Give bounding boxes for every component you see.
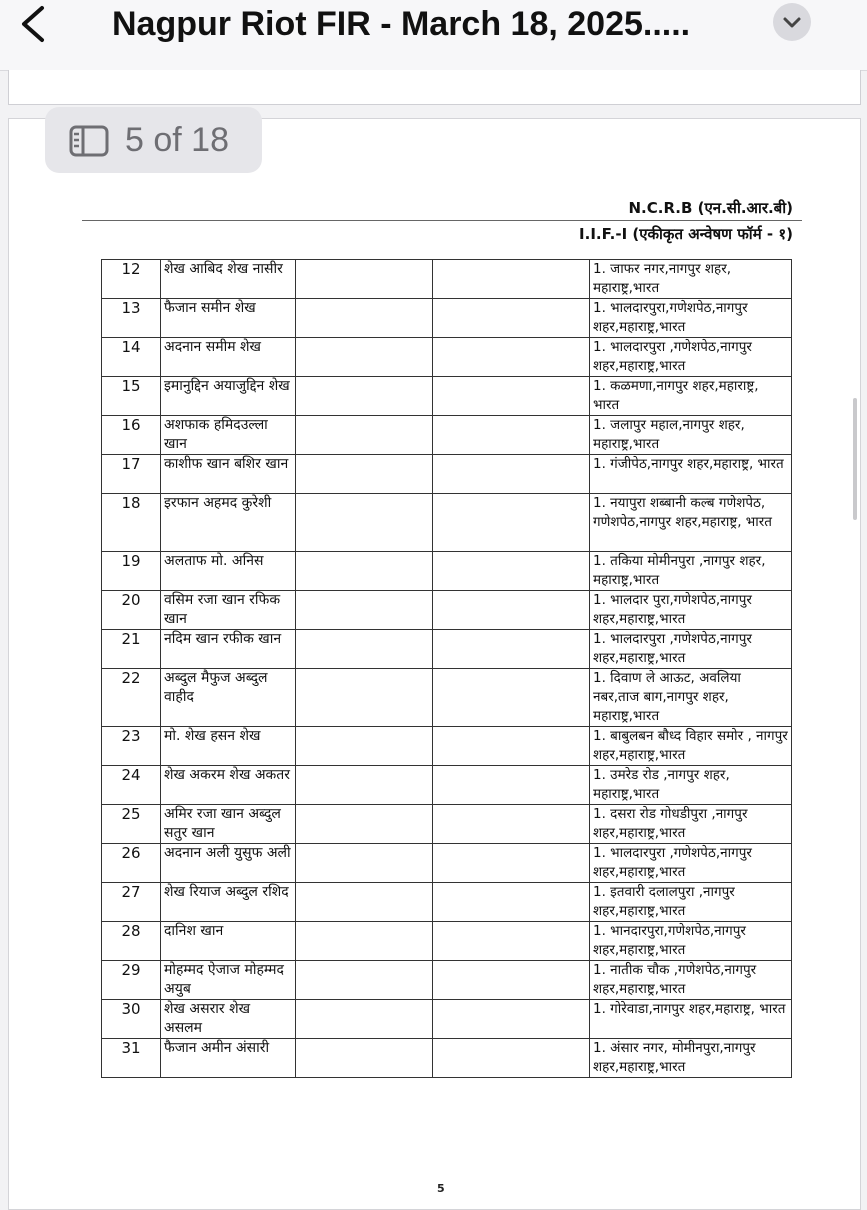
empty-cell xyxy=(296,805,433,844)
accused-address: 1. गोरेवाडा,नागपुर शहर,महाराष्ट्र, भारत xyxy=(590,1000,792,1039)
chevron-left-icon xyxy=(14,4,54,44)
table-row xyxy=(102,591,792,630)
document-title: Nagpur Riot FIR - March 18, 2025..... xyxy=(112,5,691,43)
table-row xyxy=(102,805,792,844)
empty-cell xyxy=(296,591,433,630)
empty-cell xyxy=(296,299,433,338)
iif-header: I.I.F.-I (एकीकृत अन्वेषण फॉर्म - १) xyxy=(579,225,793,243)
empty-cell xyxy=(433,591,590,630)
accused-address: 1. तकिया मोमीनपुरा ,नागपुर शहर, महाराष्ट्र,भारत xyxy=(590,552,792,591)
accused-address: 1. गंजीपेठ,नागपुर शहर,महाराष्ट्र, भारत xyxy=(590,455,792,494)
row-number: 29 xyxy=(102,961,161,1000)
empty-cell xyxy=(296,669,433,727)
table-row xyxy=(102,552,792,591)
accused-table xyxy=(101,259,792,1078)
accused-address: 1. भालदारपुरा,गणेशपेठ,नागपुर शहर,महाराष्ट्र,भारत xyxy=(590,299,792,338)
accused-address: 1. दसरा रोड गोधडीपुरा ,नागपुर शहर,महाराष्ट्र,भारत xyxy=(590,805,792,844)
accused-address: 1. कळमणा,नागपुर शहर,महाराष्ट्र, भारत xyxy=(590,377,792,416)
accused-address: 1. नातीक चौक ,गणेशपेठ,नागपुर शहर,महाराष्ट्र,भारत xyxy=(590,961,792,1000)
empty-cell xyxy=(296,630,433,669)
empty-cell xyxy=(433,377,590,416)
empty-cell xyxy=(433,805,590,844)
table-row xyxy=(102,338,792,377)
page-number: 5 xyxy=(437,1182,445,1195)
accused-name: शेख रियाज अब्दुल रशिद xyxy=(161,883,296,922)
page-indicator-label: 5 of 18 xyxy=(125,121,229,159)
empty-cell xyxy=(296,260,433,299)
empty-cell xyxy=(433,455,590,494)
table-row xyxy=(102,416,792,455)
empty-cell xyxy=(296,1000,433,1039)
accused-name: इरफान अहमद कुरेशी xyxy=(161,494,296,552)
empty-cell xyxy=(433,299,590,338)
empty-cell xyxy=(433,727,590,766)
row-number: 19 xyxy=(102,552,161,591)
table-row xyxy=(102,883,792,922)
empty-cell xyxy=(433,844,590,883)
table-row xyxy=(102,669,792,727)
empty-cell xyxy=(433,552,590,591)
table-row xyxy=(102,1039,792,1078)
empty-cell xyxy=(296,922,433,961)
row-number: 28 xyxy=(102,922,161,961)
accused-address: 1. भालदारपुरा ,गणेशपेठ,नागपुर शहर,महाराष्ट्र,भारत xyxy=(590,338,792,377)
sidebar-icon xyxy=(69,125,109,157)
accused-address: 1. भालदार पुरा,गणेशपेठ,नागपुर शहर,महाराष्ट्र,भारत xyxy=(590,591,792,630)
empty-cell xyxy=(433,1000,590,1039)
row-number: 31 xyxy=(102,1039,161,1078)
empty-cell xyxy=(296,766,433,805)
row-number: 25 xyxy=(102,805,161,844)
accused-address: 1. भालदारपुरा ,गणेशपेठ,नागपुर शहर,महाराष्ट्र,भारत xyxy=(590,844,792,883)
row-number: 17 xyxy=(102,455,161,494)
accused-name: अशफाक हमिदउल्ला खान xyxy=(161,416,296,455)
accused-name: वसिम रजा खान रफिक खान xyxy=(161,591,296,630)
empty-cell xyxy=(296,416,433,455)
row-number: 26 xyxy=(102,844,161,883)
empty-cell xyxy=(433,669,590,727)
empty-cell xyxy=(433,416,590,455)
row-number: 16 xyxy=(102,416,161,455)
empty-cell xyxy=(433,1039,590,1078)
empty-cell xyxy=(433,260,590,299)
empty-cell xyxy=(296,961,433,1000)
table-row xyxy=(102,377,792,416)
accused-name: फैजान समीन शेख xyxy=(161,299,296,338)
empty-cell xyxy=(296,338,433,377)
title-menu-button[interactable] xyxy=(773,3,811,41)
empty-cell xyxy=(296,844,433,883)
accused-name: दानिश खान xyxy=(161,922,296,961)
row-number: 20 xyxy=(102,591,161,630)
accused-name: अलताफ मो. अनिस xyxy=(161,552,296,591)
accused-name: काशीफ खान बशिर खान xyxy=(161,455,296,494)
table-row xyxy=(102,455,792,494)
table-row xyxy=(102,1000,792,1039)
navigation-bar xyxy=(0,0,867,71)
accused-name: अदनान समीम शेख xyxy=(161,338,296,377)
accused-name: शेख अकरम शेख अकतर xyxy=(161,766,296,805)
header-divider xyxy=(82,220,802,221)
row-number: 14 xyxy=(102,338,161,377)
table-row xyxy=(102,260,792,299)
accused-address: 1. इतवारी दलालपुरा ,नागपुर शहर,महाराष्ट्र,भारत xyxy=(590,883,792,922)
accused-name: अमिर रजा खान अब्दुल सतुर खान xyxy=(161,805,296,844)
empty-cell xyxy=(296,494,433,552)
page-indicator[interactable] xyxy=(45,107,262,173)
row-number: 15 xyxy=(102,377,161,416)
row-number: 22 xyxy=(102,669,161,727)
accused-address: 1. दिवाण ले आऊट, अवलिया नबर,ताज बाग,नागपुर शहर, महाराष्ट्र,भारत xyxy=(590,669,792,727)
accused-name: शेख असरार शेख असलम xyxy=(161,1000,296,1039)
row-number: 21 xyxy=(102,630,161,669)
accused-address: 1. अंसार नगर, मोमीनपुरा,नागपुर शहर,महाराष्ट्र,भारत xyxy=(590,1039,792,1078)
empty-cell xyxy=(296,727,433,766)
accused-address: 1. बाबुलबन बौध्द विहार समोर , नागपुर शहर,महाराष्ट्र,भारत xyxy=(590,727,792,766)
empty-cell xyxy=(433,883,590,922)
accused-address: 1. भालदारपुरा ,गणेशपेठ,नागपुर शहर,महाराष्ट्र,भारत xyxy=(590,630,792,669)
accused-address: 1. जाफर नगर,नागपुर शहर, महाराष्ट्र,भारत xyxy=(590,260,792,299)
empty-cell xyxy=(433,338,590,377)
accused-address: 1. उमरेड रोड ,नागपुर शहर, महाराष्ट्र,भारत xyxy=(590,766,792,805)
chevron-down-icon xyxy=(773,3,811,41)
table-row xyxy=(102,299,792,338)
empty-cell xyxy=(433,494,590,552)
row-number: 18 xyxy=(102,494,161,552)
accused-address: 1. भानदारपुरा,गणेशपेठ,नागपुर शहर,महाराष्ट्र,भारत xyxy=(590,922,792,961)
accused-address: 1. नयापुरा शब्बानी कल्ब गणेशपेठ, गणेशपेठ,नागपुर शहर,महाराष्ट्र, भारत xyxy=(590,494,792,552)
table-row xyxy=(102,727,792,766)
table-row xyxy=(102,844,792,883)
back-button[interactable] xyxy=(14,4,54,44)
accused-name: अदनान अली युसुफ अली xyxy=(161,844,296,883)
accused-name: इमानुद्दिन अयाजुद्दिन शेख xyxy=(161,377,296,416)
table-row xyxy=(102,630,792,669)
row-number: 30 xyxy=(102,1000,161,1039)
table-row xyxy=(102,922,792,961)
row-number: 27 xyxy=(102,883,161,922)
row-number: 23 xyxy=(102,727,161,766)
ncrb-header: N.C.R.B (एन.सी.आर.बी) xyxy=(628,199,793,217)
empty-cell xyxy=(433,922,590,961)
empty-cell xyxy=(296,552,433,591)
row-number: 12 xyxy=(102,260,161,299)
previous-page-edge xyxy=(8,70,861,105)
scrollbar[interactable] xyxy=(853,398,857,520)
empty-cell xyxy=(296,1039,433,1078)
empty-cell xyxy=(433,766,590,805)
empty-cell xyxy=(296,883,433,922)
empty-cell xyxy=(433,630,590,669)
table-row xyxy=(102,766,792,805)
accused-name: नदिम खान रफीक खान xyxy=(161,630,296,669)
accused-name: शेख आबिद शेख नासीर xyxy=(161,260,296,299)
empty-cell xyxy=(296,377,433,416)
accused-name: मो. शेख हसन शेख xyxy=(161,727,296,766)
row-number: 13 xyxy=(102,299,161,338)
empty-cell xyxy=(296,455,433,494)
accused-name: अब्दुल मैफुज अब्दुल वाहीद xyxy=(161,669,296,727)
empty-cell xyxy=(433,961,590,1000)
table-row xyxy=(102,494,792,552)
table-row xyxy=(102,961,792,1000)
accused-address: 1. जलापुर महाल,नागपुर शहर, महाराष्ट्र,भारत xyxy=(590,416,792,455)
accused-name: मोहम्मद ऐजाज मोहम्मद अयुब xyxy=(161,961,296,1000)
accused-name: फैजान अमीन अंसारी xyxy=(161,1039,296,1078)
row-number: 24 xyxy=(102,766,161,805)
